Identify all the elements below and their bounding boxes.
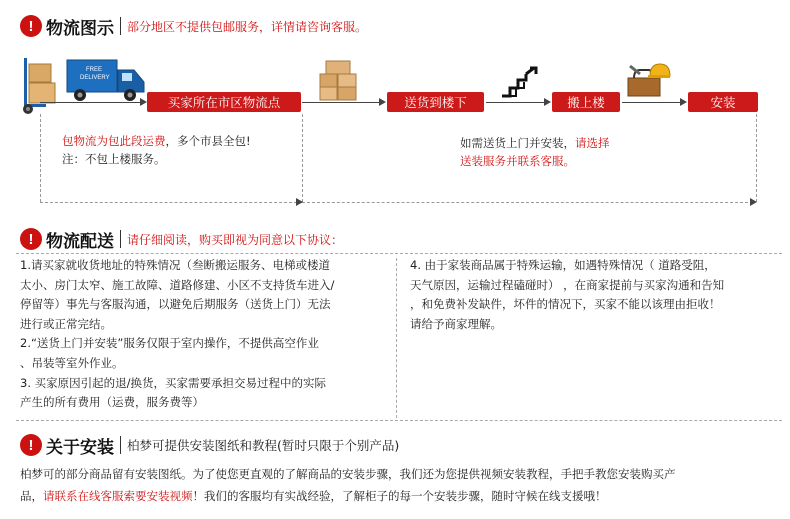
installation-description — [20, 463, 780, 507]
section-subtitle: 请仔细阅读，购买即视为同意以下协议： — [127, 232, 344, 247]
title-divider — [120, 17, 121, 35]
exclamation-icon: ! — [20, 434, 42, 456]
section-header-installation — [20, 432, 399, 458]
section-subtitle: 部分地区不提供包邮服务，详情请咨询客服。 — [127, 19, 368, 34]
stacked-boxes-icon — [318, 60, 358, 102]
agreement-right-column — [410, 256, 780, 334]
delivery-truck-icon — [66, 58, 146, 104]
agreement-line: 1.请买家就收货地址的特殊情况（叁断搬运服务、电梯或楼道 — [20, 258, 330, 272]
bracket-arrowhead — [296, 198, 303, 206]
flow-arrow — [40, 102, 140, 103]
agreement-line: 2.“送货上门并安装”服务仅限于室内操作，不提供高空作业 — [20, 336, 319, 351]
truck-label-line1: FREE — [85, 67, 102, 73]
title-divider — [120, 436, 121, 454]
flow-step-install: 安装 — [688, 92, 758, 112]
flow-arrow — [302, 102, 379, 103]
flow-step-local-depot: 买家所在市区物流点 — [147, 92, 301, 112]
note-install-service — [460, 134, 610, 170]
note-text: 如需送货上门并安装， — [460, 136, 575, 150]
flow-arrowhead — [379, 98, 386, 106]
flow-arrowhead — [680, 98, 687, 106]
note-text: 送装服务并联系客服。 — [460, 154, 575, 168]
section-title: 物流配送 — [46, 231, 114, 252]
note-text: 请选择 — [575, 136, 610, 150]
note-text: 注：不包上楼服务。 — [62, 152, 166, 166]
flow-arrow — [622, 102, 680, 103]
agreement-line: 停留等）事先与客服沟通，以避免后期服务（送货上门）无法 — [20, 297, 331, 312]
exclamation-icon: ! — [20, 228, 42, 250]
bracket-line — [756, 114, 757, 202]
exclamation-icon: ! — [20, 15, 42, 37]
agreement-divider — [396, 258, 397, 418]
installation-text: ！我们的客服均有实战经验，了解柜子的每一个安装步骤，随时守候在线支援哦！ — [192, 489, 607, 503]
agreement-line: 3. 买家原因引起的退/换货，买家需要承担交易过程中的实际 — [20, 375, 326, 390]
flow-arrow — [486, 102, 544, 103]
section-title: 物流图示 — [46, 18, 114, 39]
section-header-logistics-diagram — [20, 13, 367, 39]
agreement-line: 进行或正常完结。 — [20, 316, 112, 331]
bracket-arrowhead — [750, 198, 757, 206]
hand-truck-icon — [20, 56, 64, 114]
truck-label-line2: DELIVERY — [80, 75, 110, 81]
note-text: 包物流为包此段运费 — [62, 134, 166, 148]
section-title: 关于安装 — [46, 437, 114, 458]
agreement-line: 请给予商家理解。 — [410, 316, 502, 331]
installation-line: 柏梦可的部分商品留有安装图纸。为了使您更直观的了解商品的安装步骤，我们还为您提供视频安装教程，手把手教您安装购买产 — [20, 467, 676, 481]
agreement-line: 、吊装等室外作业。 — [20, 355, 124, 370]
flow-arrowhead — [140, 98, 147, 106]
note-free-shipping — [62, 132, 251, 168]
agreement-line: 4. 由于家装商品属于特殊运输，如遇特殊情况（ 道路受阻， — [410, 258, 716, 272]
title-divider — [120, 230, 121, 248]
section-subtitle: 柏梦可提供安装图纸和教程(暂时只限于个别产品) — [127, 438, 400, 453]
bracket-line — [302, 114, 303, 202]
agreement-line: 天气原因，运输过程磕碰时） ，在商家提前与买家沟通和告知 — [410, 277, 725, 292]
agreement-line: 产生的所有费用（运费，服务费等） — [20, 395, 204, 410]
flow-arrowhead — [544, 98, 551, 106]
bracket-line — [40, 202, 302, 203]
flow-step-deliver-downstairs: 送货到楼下 — [387, 92, 484, 112]
installation-text: 品， — [20, 489, 43, 503]
stairs-up-icon — [500, 66, 544, 98]
section-header-logistics-delivery — [20, 226, 343, 252]
agreement-left-column — [20, 256, 392, 413]
note-text: ，多个市县全包! — [165, 134, 251, 148]
tools-helmet-icon — [624, 60, 670, 100]
bracket-line — [302, 202, 748, 203]
agreement-line: 太小、房门太窄、施工故障、道路修建、小区不支持货车进入/ — [20, 277, 335, 292]
agreement-line: ，和免费补发缺件，坏件的情况下，买家不能以该理由拒收！ — [410, 297, 721, 312]
bracket-line — [40, 114, 41, 202]
contact-service-link[interactable]: 请联系在线客服索要安装视频 — [43, 489, 193, 503]
flow-step-carry-upstairs: 搬上楼 — [552, 92, 620, 112]
